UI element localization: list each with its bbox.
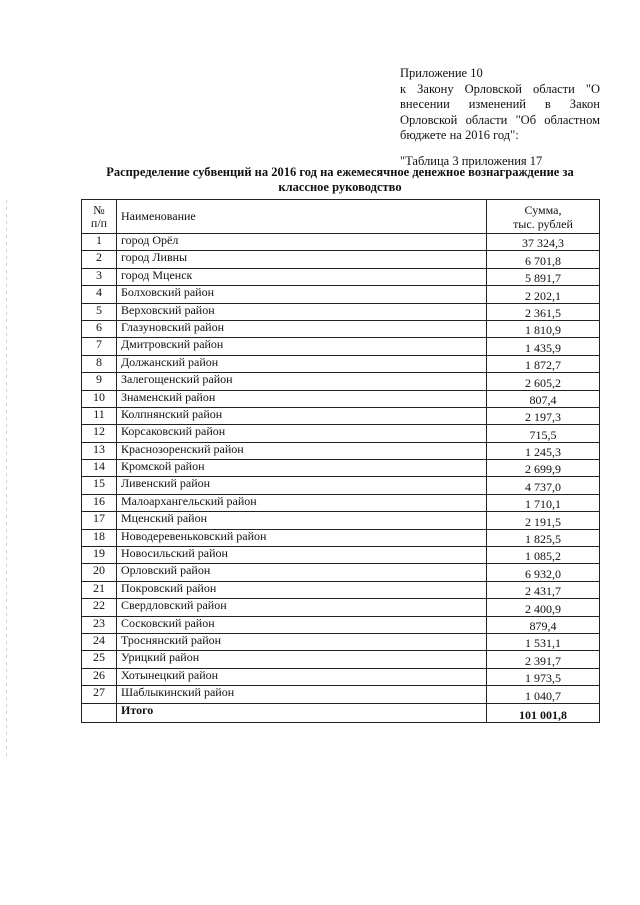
table-row (82, 268, 600, 285)
row-sum: 1 040,7 (487, 686, 600, 703)
table-row (82, 338, 600, 355)
total-number-cell (82, 703, 117, 722)
header-sum-line2: тыс. рублей (513, 216, 573, 231)
header-sum-line1: Сумма, (524, 202, 562, 217)
row-number: 4 (82, 286, 117, 303)
row-number: 18 (82, 529, 117, 546)
table-row (82, 373, 600, 390)
table-row (82, 425, 600, 442)
row-number: 20 (82, 564, 117, 581)
appendix-line: бюджете на 2016 год": (400, 128, 519, 142)
row-name: Малоархангельский район (117, 494, 487, 511)
row-sum: 1 810,9 (487, 320, 600, 337)
row-number: 14 (82, 460, 117, 477)
row-name: Должанский район (117, 355, 487, 372)
table-row (82, 286, 600, 303)
row-number: 8 (82, 355, 117, 372)
row-number: 24 (82, 633, 117, 650)
row-name: Верховский район (117, 303, 487, 320)
row-name: Орловский район (117, 564, 487, 581)
row-sum: 2 391,7 (487, 651, 600, 668)
row-sum: 2 191,5 (487, 512, 600, 529)
table-row (82, 564, 600, 581)
row-sum: 2 605,2 (487, 373, 600, 390)
row-name: город Мценск (117, 268, 487, 285)
row-sum: 2 431,7 (487, 581, 600, 598)
row-number: 1 (82, 234, 117, 251)
header-name: Наименование (117, 200, 487, 234)
row-name: Колпнянский район (117, 407, 487, 424)
row-sum: 2 361,5 (487, 303, 600, 320)
row-number: 21 (82, 581, 117, 598)
row-number: 11 (82, 407, 117, 424)
row-number: 10 (82, 390, 117, 407)
table-row (82, 668, 600, 685)
appendix-header (400, 66, 600, 169)
table-row (82, 529, 600, 546)
row-number: 25 (82, 651, 117, 668)
row-number: 9 (82, 373, 117, 390)
row-name: Урицкий район (117, 651, 487, 668)
row-number: 13 (82, 442, 117, 459)
table-header-row (82, 200, 600, 234)
row-number: 17 (82, 512, 117, 529)
subvention-table (81, 199, 600, 723)
row-sum: 1 872,7 (487, 355, 600, 372)
row-sum: 6 701,8 (487, 251, 600, 268)
row-name: Корсаковский район (117, 425, 487, 442)
row-sum: 2 400,9 (487, 599, 600, 616)
row-name: Краснозоренский район (117, 442, 487, 459)
row-number: 3 (82, 268, 117, 285)
table-row (82, 442, 600, 459)
total-sum: 101 001,8 (487, 703, 600, 722)
row-number: 15 (82, 477, 117, 494)
row-sum: 1 245,3 (487, 442, 600, 459)
row-number: 5 (82, 303, 117, 320)
row-number: 26 (82, 668, 117, 685)
appendix-line: внесении изменений в Закон (400, 97, 600, 111)
row-sum: 1 825,5 (487, 529, 600, 546)
row-sum: 1 973,5 (487, 668, 600, 685)
table-row (82, 390, 600, 407)
row-name: город Орёл (117, 234, 487, 251)
table-row (82, 633, 600, 650)
row-name: Сосковский район (117, 616, 487, 633)
row-sum: 807,4 (487, 390, 600, 407)
row-sum: 1 435,9 (487, 338, 600, 355)
table-row (82, 581, 600, 598)
document-title: Распределение субвенций на 2016 год на ежемесячное денежное вознаграждение за классное руководство (106, 165, 574, 194)
total-row (82, 703, 600, 722)
row-sum: 1 710,1 (487, 494, 600, 511)
table-row (82, 355, 600, 372)
row-name: Новосильский район (117, 547, 487, 564)
table-row (82, 251, 600, 268)
appendix-line: Орловской области "Об областном (400, 112, 600, 127)
row-number: 22 (82, 599, 117, 616)
table-reference: "Таблица 3 приложения 17 (400, 153, 543, 168)
row-name: Дмитровский район (117, 338, 487, 355)
appendix-line: Приложение 10 (400, 66, 483, 80)
row-name: Покровский район (117, 581, 487, 598)
row-sum: 6 932,0 (487, 564, 600, 581)
table-row (82, 651, 600, 668)
row-number: 6 (82, 320, 117, 337)
row-name: Троснянский район (117, 633, 487, 650)
row-name: Ливенский район (117, 477, 487, 494)
row-sum: 1 085,2 (487, 547, 600, 564)
table-row (82, 616, 600, 633)
total-label: Итого (117, 703, 487, 722)
row-name: Новодеревеньковский район (117, 529, 487, 546)
row-name: Хотынецкий район (117, 668, 487, 685)
appendix-line: к Закону Орловской области "О (400, 81, 600, 96)
row-number: 2 (82, 251, 117, 268)
table-row (82, 599, 600, 616)
table-row (82, 460, 600, 477)
header-number (82, 200, 117, 234)
row-number: 19 (82, 547, 117, 564)
row-sum: 879,4 (487, 616, 600, 633)
header-number-line2: п/п (90, 215, 108, 230)
table-row (82, 512, 600, 529)
table-row (82, 477, 600, 494)
row-name: Залегощенский район (117, 373, 487, 390)
row-name: Свердловский район (117, 599, 487, 616)
table-row (82, 686, 600, 703)
row-name: Мценский район (117, 512, 487, 529)
row-name: Глазуновский район (117, 320, 487, 337)
row-number: 23 (82, 616, 117, 633)
table-row (82, 494, 600, 511)
row-number: 12 (82, 425, 117, 442)
row-sum: 2 197,3 (487, 407, 600, 424)
row-name: Болховский район (117, 286, 487, 303)
row-name: Шаблыкинский район (117, 686, 487, 703)
row-name: город Ливны (117, 251, 487, 268)
table-row (82, 320, 600, 337)
row-name: Кромской район (117, 460, 487, 477)
table-row (82, 547, 600, 564)
header-number-line1: № (93, 202, 105, 217)
row-number: 16 (82, 494, 117, 511)
row-number: 7 (82, 338, 117, 355)
table-row (82, 407, 600, 424)
row-sum: 5 891,7 (487, 268, 600, 285)
row-sum: 37 324,3 (487, 234, 600, 251)
row-sum: 715,5 (487, 425, 600, 442)
row-number: 27 (82, 686, 117, 703)
row-sum: 4 737,0 (487, 477, 600, 494)
header-sum (487, 200, 600, 234)
row-name: Знаменский район (117, 390, 487, 407)
table-row (82, 234, 600, 251)
table-row (82, 303, 600, 320)
row-sum: 2 202,1 (487, 286, 600, 303)
row-sum: 1 531,1 (487, 633, 600, 650)
scan-margin-line (6, 200, 7, 760)
row-sum: 2 699,9 (487, 460, 600, 477)
table-body (82, 234, 600, 723)
